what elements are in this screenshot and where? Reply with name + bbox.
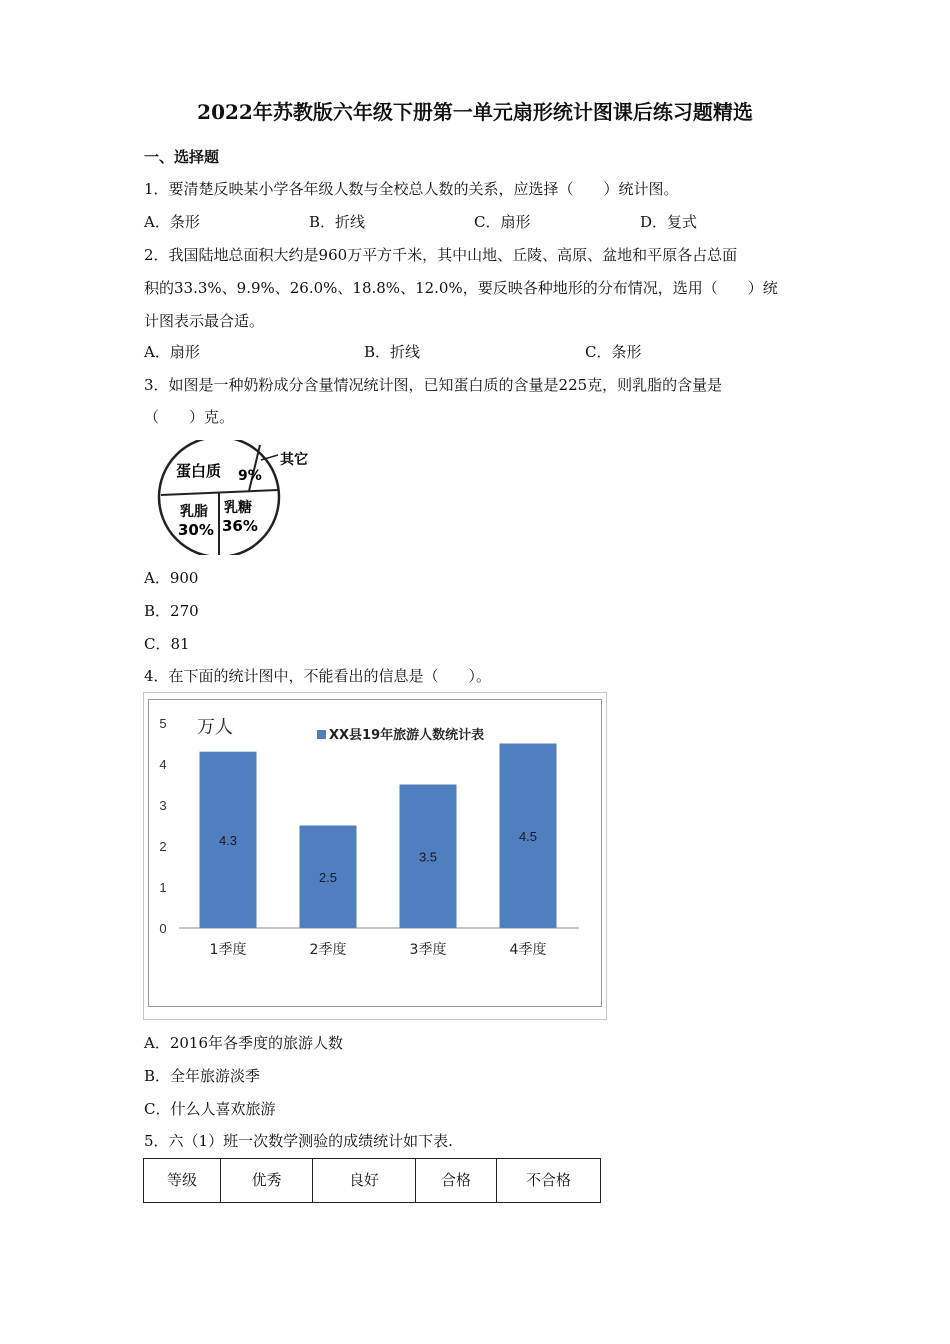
question-2-line-3: 计图表示最合适。 [144,312,265,330]
q2-option-b: B．折线 [364,343,421,361]
q1-option-b: B．折线 [309,213,366,231]
legend-label: XX县19年旅游人数统计表 [329,728,485,743]
question-4-text: 4．在下面的统计图中，不能看出的信息是（ ）。 [144,667,492,685]
legend-swatch [317,730,326,739]
pie-label-lactose: 乳糖 [224,500,252,516]
pie-pct-lactose: 36% [222,517,258,535]
bar-data-label: 4.5 [518,828,538,844]
q4-option-c: C．什么人喜欢旅游 [144,1100,276,1118]
x-category-label: 1季度 [209,942,247,958]
bar-data-label: 2.5 [318,869,338,885]
q2-option-a: A．扇形 [144,343,200,361]
tourism-bar-chart [149,700,601,1006]
y-axis-unit-label: 万人 [197,717,233,738]
grade-header-level: 等级 [144,1159,221,1203]
question-3-line-2: （ ）克。 [144,408,235,426]
pie-pct-fat: 30% [178,521,214,539]
pie-label-fat: 乳脂 [180,504,208,520]
q2-option-c: C．条形 [585,343,642,361]
question-2-line-1: 2．我国陆地总面积大约是960万平方千米，其中山地、丘陵、高原、盆地和平原各占总面 [144,246,738,264]
grade-header-fail: 不合格 [497,1159,601,1203]
tourism-bar-chart-frame [143,692,607,1020]
page-title: 2022年苏教版六年级下册第一单元扇形统计图课后练习题精选 [197,100,753,124]
bar-data-label: 3.5 [418,849,438,865]
y-tick-label: 2 [159,839,167,854]
y-tick-label: 4 [159,757,167,772]
pie-label-protein: 蛋白质 [176,462,222,480]
q3-option-b: B．270 [144,602,199,620]
q1-option-c: C．扇形 [474,213,531,231]
grade-header-good: 良好 [313,1159,416,1203]
bar-data-label: 4.3 [218,832,238,848]
grade-header-excellent: 优秀 [221,1159,313,1203]
y-tick-label: 1 [159,880,167,895]
pie-label-other: 其它 [280,452,308,468]
y-tick-label: 3 [159,798,167,813]
q3-option-a: A．900 [144,569,199,587]
grade-header-pass: 合格 [416,1159,497,1203]
question-3-line-1: 3．如图是一种奶粉成分含量情况统计图，已知蛋白质的含量是225克，则乳脂的含量是 [144,376,723,394]
grade-table-header-row [144,1159,601,1203]
x-category-label: 3季度 [409,942,447,958]
q4-option-a: A．2016年各季度的旅游人数 [144,1034,344,1052]
question-5-text: 5．六（1）班一次数学测验的成绩统计如下表. [144,1132,453,1150]
q3-option-c: C．81 [144,635,190,653]
x-category-label: 2季度 [309,942,347,958]
tourism-bar-chart-inner [148,699,602,1007]
q1-option-d: D．复式 [640,213,698,231]
question-1-text: 1．要清楚反映某小学各年级人数与全校总人数的关系，应选择（ ）统计图。 [144,180,679,198]
y-tick-label: 0 [159,921,167,936]
grade-table [143,1158,601,1203]
milk-powder-pie-chart [156,440,326,555]
question-2-line-2: 积的33.3%、9.9%、26.0%、18.8%、12.0%，要反映各种地形的分布情况，选用（ ）统 [144,279,778,297]
q1-option-a: A．条形 [144,213,200,231]
x-category-label: 4季度 [509,942,547,958]
q4-option-b: B．全年旅游淡季 [144,1067,261,1085]
pie-pct-other: 9% [238,468,262,484]
y-tick-label: 5 [159,716,167,731]
section-heading: 一、选择题 [144,148,220,166]
